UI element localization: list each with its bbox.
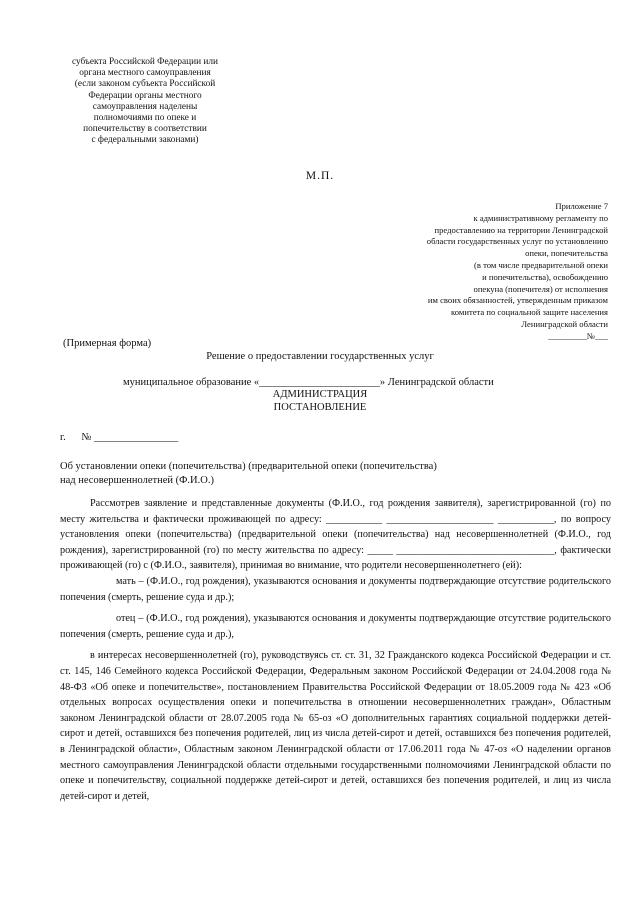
appendix-line: и попечительства), освобождению <box>482 271 608 282</box>
appendix-line: Приложение 7 <box>555 201 608 211</box>
stamp-place: М.П. <box>305 170 335 182</box>
appendix-line: опеки, попечительства <box>525 248 608 259</box>
authority-line: субъекта Российской Федерации или <box>72 57 218 67</box>
body-paragraph: отец – (Ф.И.О., год рождения), указываются основания и документы подтверждающие отсутствие родительского попечения (смерть, решение суда и др.), <box>60 613 611 640</box>
appendix-line: (в том числе предварительной опеки <box>474 259 608 270</box>
body-paragraph: в интересах несовершеннолетней (го), руководствуясь ст. ст. 31, 32 Гражданского кодекса Российской Федерации и ст. ст. 145, 146 Семейного кодекса Российской Федерации, Федеральным законом Российской Федерации от 24.04.2008 года № 48-ФЗ «Об опеке и попечительстве», постановлением Правительства Российской Федерации от 18.05.2009 года № 423 «Об отдельных вопросах осуществления опеки и попечительства в отношении несовершеннолетних граждан», Областным законом Ленинградской области от 28.07.2005 года № 65-оз «О дополнительных гарантиях социальной поддержки детей-сирот и детей, оставшихся без попечения родителей, лиц из числа детей-сирот и детей, оставшихся без попечения родителей, в Ленинградской области», Областным законом Ленинградской области от 17.06.2011 года № 47-оз «О наделении органов местного самоуправления Ленинградской области отдельными государственными полномочиями Ленинградской области по опеке и попечительству, социальной поддержке детей-сирот и детей, оставшихся без попечения родителей, и лиц из числа детей-сирот и детей, <box>60 650 611 802</box>
document-body <box>60 496 611 804</box>
body-paragraph: мать – (Ф.И.О., год рождения), указываются основания и документы подтверждающие отсутствие родительского попечения (смерть, решение суда и др.); <box>60 575 611 603</box>
municipal-line: муниципальное образование «_______________________» Ленинградской области <box>123 377 494 388</box>
admin-title: АДМИНИСТРАЦИЯ <box>272 389 368 400</box>
appendix-line: _________№___ <box>548 330 608 341</box>
appendix-line: предоставлению на территории Ленинградской <box>434 224 608 235</box>
appendix-line: комитета по социальной защите населения <box>451 307 608 318</box>
authority-line: органа местного самоуправления <box>79 68 211 79</box>
issuing-authority-block <box>60 57 230 147</box>
authority-line: попечительству в соответствии <box>83 124 207 135</box>
appendix-line: к административному регламенту по <box>473 212 608 223</box>
resolution-subject <box>60 460 510 487</box>
appendix-reference <box>372 201 608 343</box>
decision-title: Решение о предоставлении государственных услуг <box>206 351 434 362</box>
subject-line: над несовершеннолетней (Ф.И.О.) <box>60 474 214 486</box>
body-paragraph: Рассмотрев заявление и представленные документы (Ф.И.О., год рождения заявителя), зарегистрированной (го) по месту жительства и фактически проживающей по адресу: ___________ _____________________ ___________, по вопросу установления опеки (попечительства) (предварительной опеки (попечительства) над несовершеннолетней (Ф.И.О., год рождения), зарегистрированной (го) по месту жительства по адресу: _____ _______________________________, фактически проживающей (го) с (Ф.И.О., заявителя), принимая во внимание, что родители несовершеннолетнего (ей): <box>60 498 611 572</box>
authority-line: полномочиями по опеке и <box>93 113 197 124</box>
document-heading <box>0 388 640 414</box>
appendix-line: опекуна (попечителя) от исполнения <box>473 283 608 294</box>
subject-line: Об установлении опеки (попечительства) (предварительной опеки (попечительства) <box>60 461 437 472</box>
date-number-line: г. № ________________ <box>60 432 179 443</box>
resolution-title: ПОСТАНОВЛЕНИЕ <box>273 402 367 413</box>
appendix-line: им своих обязанностей, утвержденным приказом <box>427 295 608 306</box>
authority-line: с федеральными законами) <box>91 135 199 146</box>
authority-line: самоуправления наделены <box>92 101 198 112</box>
authority-line: (если законом субъекта Российской <box>74 79 216 90</box>
authority-line: Федерации органы местного <box>88 90 202 101</box>
appendix-line: области государственных услуг по установлению <box>426 236 608 247</box>
sample-form-label: (Примерная форма) <box>63 338 152 349</box>
appendix-line: Ленинградской области <box>521 318 608 329</box>
